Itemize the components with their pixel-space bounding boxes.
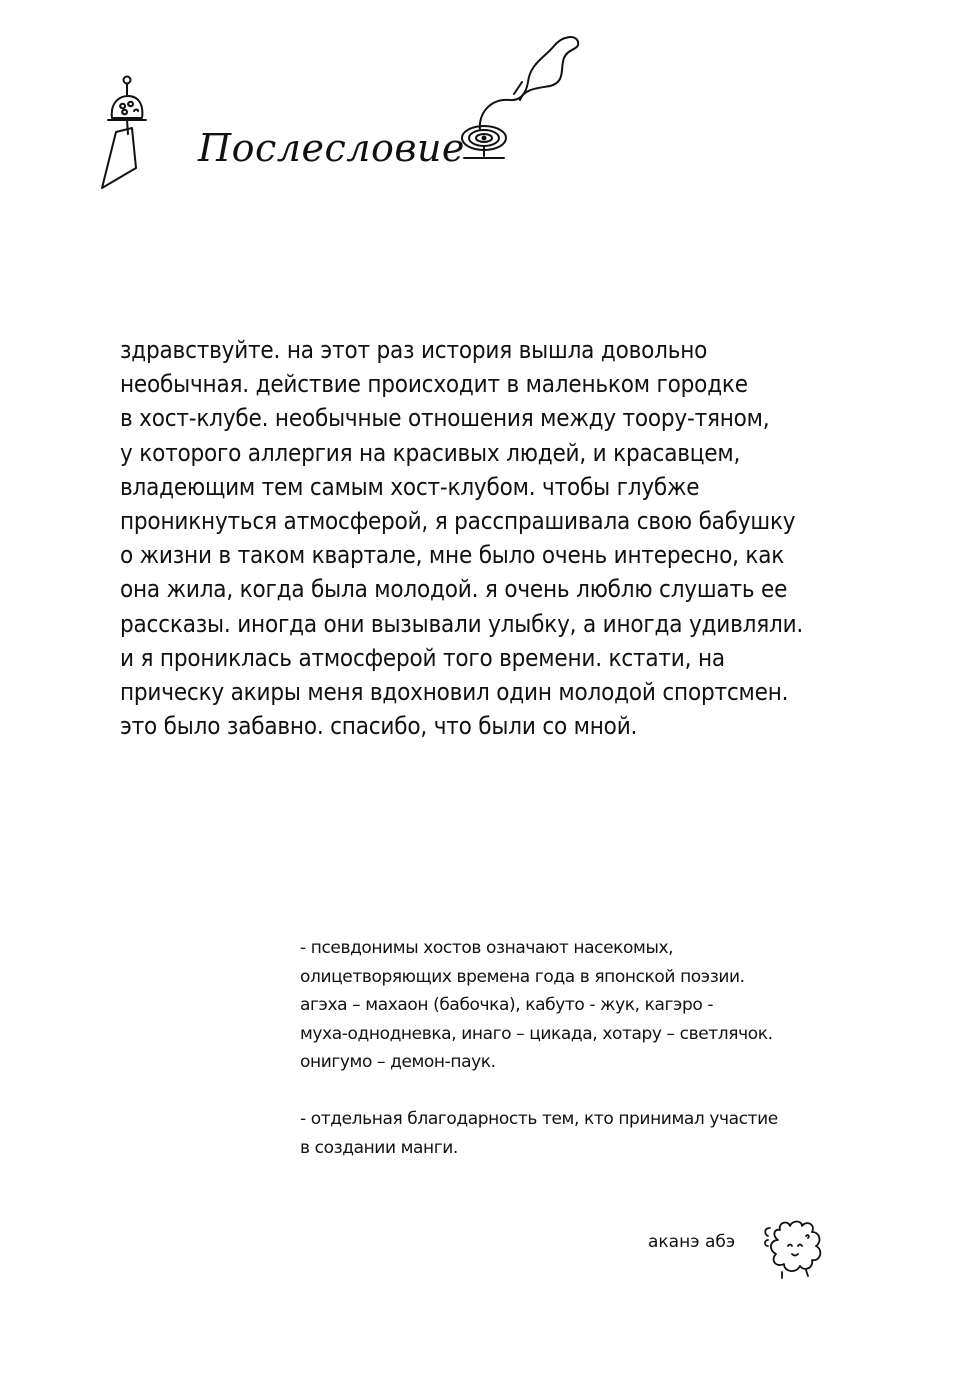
- paragraph-line: в хост-клубе. необычные отношения между тоору-тяном,: [120, 404, 770, 433]
- paragraph-line: необычная. действие происходит в маленьком городке: [120, 370, 748, 399]
- page-title: Послесловие: [198, 126, 465, 170]
- note-line: - псевдонимы хостов означают насекомых,: [300, 938, 674, 958]
- author-signature: аканэ абэ: [648, 1232, 736, 1252]
- note-line: в создании манги.: [300, 1137, 458, 1158]
- paragraph-line: это было забавно. спасибо, что были со мной.: [120, 712, 638, 741]
- mosquito-coil-icon: [450, 28, 600, 176]
- note-line: онигумо – демон-паук.: [300, 1052, 496, 1072]
- paragraph-line: и я прониклась атмосферой того времени. кстати, на: [120, 643, 725, 672]
- paragraph-line: владеющим тем самым хост-клубом. чтобы глубже: [120, 472, 700, 501]
- wind-chime-icon: [94, 70, 156, 200]
- paragraph-line: здравствуйте. на этот раз история вышла довольно: [120, 336, 708, 364]
- paragraph-line: проникнуться атмосферой, я расспрашивала свою бабушку: [120, 507, 796, 536]
- note-line: агэха – махаон (бабочка), кабуто - жук, кагэро -: [300, 995, 714, 1015]
- paragraph-line: о жизни в таком квартале, мне было очень интересно, как: [120, 541, 785, 570]
- paragraph-line: прическу акиры меня вдохновил один молодой спортсмен.: [120, 678, 789, 707]
- paragraph-line: у которого аллергия на красивых людей, и красавцем,: [120, 438, 741, 467]
- paragraph-line: рассказы. иногда они вызывали улыбку, а иногда удивляли.: [120, 609, 804, 638]
- sheep-icon: [762, 1216, 832, 1282]
- afterword-paragraph: [120, 333, 900, 743]
- note-line: муха-однодневка, инаго – цикада, хотару – светлячок.: [300, 1023, 773, 1044]
- note-line: олицетворяющих времена года в японской поэзии.: [300, 966, 745, 987]
- note-spacer: [300, 1077, 920, 1106]
- paragraph-line: она жила, когда была молодой. я очень люблю слушать ее: [120, 575, 788, 604]
- note-line: - отдельная благодарность тем, кто принимал участие: [300, 1109, 778, 1129]
- footnotes: [300, 934, 920, 1162]
